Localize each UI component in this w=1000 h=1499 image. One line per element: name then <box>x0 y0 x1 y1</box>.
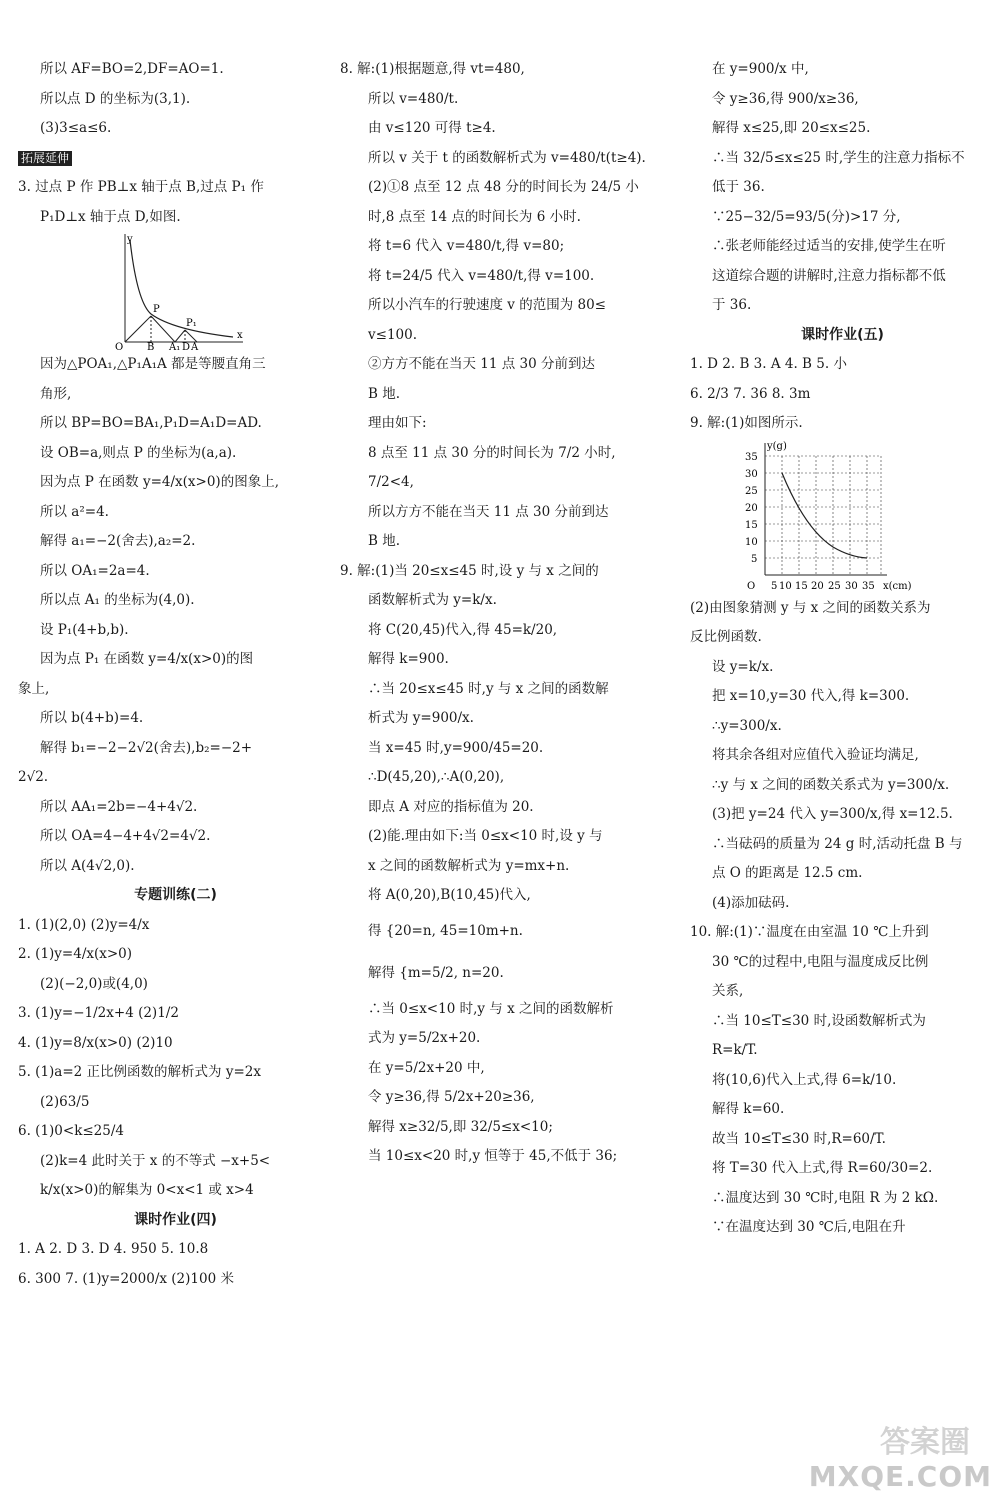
text-line: ∵在温度达到 30 ℃后,电阻在升 <box>712 1219 906 1235</box>
y-tick-label: 15 <box>745 519 758 531</box>
text-line: 解得 a₁=−2(舍去),a₂=2. <box>40 533 196 549</box>
text-line: 因为△POA₁,△P₁A₁A 都是等腰直角三 <box>40 356 266 372</box>
text-line: 将 A(0,20),B(10,45)代入, <box>368 887 531 903</box>
function-graph-figure <box>18 232 333 350</box>
text-line: 解得 k=900. <box>368 651 449 667</box>
watermark-logo: 答案圈 <box>880 1425 970 1460</box>
section-heading: 专题训练(二) <box>134 887 217 903</box>
text-line: 当 x=45 时,y=900/45=20. <box>368 739 544 756</box>
y-tick-label: 10 <box>745 536 758 548</box>
text-line: (2)由图象猜测 y 与 x 之间的函数关系为 <box>690 599 931 616</box>
text-line: 所以 OA₁=2a=4. <box>40 562 150 579</box>
text-line: ∴y=300/x. <box>712 717 782 734</box>
text-line: x 之间的函数解析式为 y=mx+n. <box>368 857 570 874</box>
text-line: ∵25−32/5=93/5(分)>17 分, <box>712 208 901 225</box>
text-line: (2)能.理由如下:当 0≤x<10 时,设 y 与 <box>368 828 603 844</box>
equation-system: 解得 {m=5/2, n=20. <box>368 964 504 981</box>
axis-label-x: x(cm) <box>883 580 912 592</box>
answer-line: 6. 2/3 7. 36 8. 3m <box>690 385 811 402</box>
text-line: 解得 k=60. <box>712 1101 785 1117</box>
text-line: ∴张老师能经过适当的安排,使学生在听 <box>712 238 946 254</box>
text-line: B 地. <box>368 533 401 549</box>
text-line: 30 ℃的过程中,电阻与温度成反比例 <box>712 953 929 970</box>
hyperbola-graph <box>113 232 253 350</box>
answer-line: 1. (1)(2,0) (2)y=4/x <box>18 916 150 933</box>
text-line: 于 36. <box>712 297 752 313</box>
answer-line: 1. A 2. D 3. D 4. 950 5. 10.8 <box>18 1241 209 1257</box>
answer-line: 4. (1)y=8/x(x>0) (2)10 <box>18 1034 173 1051</box>
x-tick-label: 5 <box>771 580 778 592</box>
y-tick-label: 30 <box>745 468 758 480</box>
text-line: 所以 v=480/t. <box>368 90 459 107</box>
text-line: 将 t=6 代入 v=480/t,得 v=80; <box>368 238 565 254</box>
text-line: 所以点 A₁ 的坐标为(4,0). <box>40 592 195 608</box>
answer-line: 1. D 2. B 3. A 4. B 5. 小 <box>690 356 847 372</box>
answer-line: (2)63/5 <box>40 1093 90 1110</box>
text-line: 设 OB=a,则点 P 的坐标为(a,a). <box>40 444 237 461</box>
x-tick-label: 35 <box>862 580 875 592</box>
text-line: ∴温度达到 30 ℃时,电阻 R 为 2 kΩ. <box>712 1189 939 1206</box>
text-line: 所以 BP=BO=BA₁,P₁D=A₁D=AD. <box>40 415 262 431</box>
text-line: 设 P₁(4+b,b). <box>40 621 129 638</box>
text-line: 所以 a²=4. <box>40 503 109 520</box>
answer-line: 6. (1)0<k≤25/4 <box>18 1123 125 1139</box>
section-tag: 拓展延伸 <box>18 151 72 166</box>
text-line: 当 10≤x<20 时,y 恒等于 45,不低于 36; <box>368 1148 618 1164</box>
text-line: 即点 A 对应的指标值为 20. <box>368 798 534 815</box>
text-line: 将 T=30 代入上式,得 R=60/30=2. <box>712 1160 933 1176</box>
axis-label-x: x <box>237 330 243 341</box>
text-line: (3)3≤a≤6. <box>40 120 112 136</box>
text-line: 将(10,6)代入上式,得 6=k/10. <box>712 1071 897 1088</box>
point-label: A₁ <box>169 342 181 350</box>
text-line: 9. 解:(1)当 20≤x≤45 时,设 y 与 x 之间的 <box>340 562 599 579</box>
text-line: v≤100. <box>368 326 417 343</box>
answer-line: k/x(x>0)的解集为 0<x<1 或 x>4 <box>40 1182 254 1198</box>
text-line: 所以 A(4√2,0). <box>40 857 135 874</box>
text-line: 将其余各组对应值代入验证均满足, <box>712 747 919 763</box>
axis-label-y: y <box>127 234 133 245</box>
answer-line: 3. (1)y=−1/2x+4 (2)1/2 <box>18 1005 179 1021</box>
text-line: ②方方不能在当天 11 点 30 分前到达 <box>368 356 596 372</box>
text-line: 解得 x≤25,即 20≤x≤25. <box>712 120 871 136</box>
text-line: 所以 AA₁=2b=−4+4√2. <box>40 798 198 815</box>
x-tick-label: 10 <box>779 580 792 592</box>
answer-line: 6. 300 7. (1)y=2000/x (2)100 米 <box>18 1270 234 1287</box>
text-line: 所以小汽车的行驶速度 v 的范围为 80≤ <box>368 297 606 313</box>
y-tick-label: 35 <box>745 451 758 463</box>
text-line: 所以 b(4+b)=4. <box>40 710 144 726</box>
text-line: 故当 10≤T≤30 时,R=60/T. <box>712 1130 886 1147</box>
text-line: 因为点 P 在函数 y=4/x(x>0)的图象上, <box>40 474 279 490</box>
text-line: 所以 OA=4−4+4√2=4√2. <box>40 828 211 844</box>
text-line: 将 C(20,45)代入,得 45=k/20, <box>368 621 558 638</box>
text-line: 把 x=10,y=30 代入,得 k=300. <box>712 688 910 704</box>
answer-line: 9. 解:(1)如图所示. <box>690 415 803 431</box>
text-line: 令 y≥36,得 900/x≥36, <box>712 90 859 107</box>
text-line: (2)①8 点至 12 点 48 分的时间长为 24/5 小 <box>368 179 639 195</box>
text-line: ∴y 与 x 之间的函数关系式为 y=300/x. <box>712 776 950 793</box>
text-line: B 地. <box>368 385 401 402</box>
text-line: ∴当 20≤x≤45 时,y 与 x 之间的函数解 <box>368 680 609 697</box>
text-line: 8 点至 11 点 30 分的时间长为 7/2 小时, <box>368 444 616 461</box>
text-line: ∴当 0≤x<10 时,y 与 x 之间的函数解析 <box>368 1000 614 1017</box>
text-line: 10. 解:(1)∵温度在由室温 10 ℃上升到 <box>690 924 929 940</box>
point-label: P₁ <box>186 318 197 329</box>
y-tick-label: 25 <box>745 485 758 497</box>
y-tick-label: 20 <box>745 502 758 514</box>
text-line: P₁D⊥x 轴于点 D,如图. <box>40 208 181 225</box>
text-line: 8. 解:(1)根据题意,得 vt=480, <box>340 61 525 77</box>
text-line: 函数解析式为 y=k/x. <box>368 592 497 608</box>
text-line: 时,8 点至 14 点的时间长为 6 小时. <box>368 208 581 225</box>
text-line: 低于 36. <box>712 179 765 195</box>
text-line: 反比例函数. <box>690 629 762 645</box>
origin-label: O <box>115 342 124 350</box>
x-tick-label: 20 <box>811 580 824 592</box>
point-label: D <box>182 342 191 350</box>
section-heading: 课时作业(五) <box>801 326 884 343</box>
text-line: (4)添加砝码. <box>712 894 790 911</box>
text-line: 在 y=5/2x+20 中, <box>368 1059 485 1076</box>
answer-line: 2. (1)y=4/x(x>0) <box>18 946 133 962</box>
text-line: 点 O 的距离是 12.5 cm. <box>712 865 863 881</box>
text-line: 析式为 y=900/x. <box>368 710 474 726</box>
text-line: 角形, <box>40 385 72 402</box>
answer-line: (2)k=4 此时关于 x 的不等式 −x+5< <box>40 1152 271 1169</box>
text-line: ∴当 32/5≤x≤25 时,学生的注意力指标不 <box>712 149 965 166</box>
text-line: 将 t=24/5 代入 v=480/t,得 v=100. <box>368 267 595 284</box>
point-label: P <box>153 304 160 315</box>
inverse-proportion-graph <box>735 439 935 594</box>
grid-graph-figure <box>690 439 995 594</box>
point-label: B <box>147 342 155 350</box>
origin-label: O <box>747 580 756 592</box>
x-tick-label: 25 <box>828 580 841 592</box>
text-line: 3. 过点 P 作 PB⊥x 轴于点 B,过点 P₁ 作 <box>18 179 264 195</box>
text-line: 所以 AF=BO=2,DF=AO=1. <box>40 61 224 77</box>
section-heading: 课时作业(四) <box>134 1211 217 1228</box>
text-line: 关系, <box>712 983 744 999</box>
text-line: ∴D(45,20),∴A(0,20), <box>368 769 505 785</box>
text-line: 理由如下: <box>368 415 427 431</box>
y-tick-label: 5 <box>751 553 758 565</box>
column-right <box>690 55 995 1243</box>
text-line: 7/2<4, <box>368 474 414 490</box>
text-line: 所以点 D 的坐标为(3,1). <box>40 90 191 107</box>
text-line: 解得 x≥32/5,即 32/5≤x<10; <box>368 1118 553 1135</box>
text-line: 在 y=900/x 中, <box>712 61 809 77</box>
text-line: 由 v≤120 可得 t≥4. <box>368 120 496 136</box>
text-line: 设 y=k/x. <box>712 658 774 675</box>
text-line: (3)把 y=24 代入 y=300/x,得 x=12.5. <box>712 806 953 822</box>
column-left <box>18 55 333 1294</box>
text-line: 这道综合题的讲解时,注意力指标都不低 <box>712 267 946 284</box>
text-line: 因为点 P₁ 在函数 y=4/x(x>0)的图 <box>40 651 254 667</box>
text-line: 2√2. <box>18 769 49 785</box>
equation-system: 得 {20=n, 45=10m+n. <box>368 922 523 939</box>
axis-label-y: y(g) <box>767 440 787 452</box>
text-line: ∴当 10≤T≤30 时,设函数解析式为 <box>712 1012 926 1029</box>
text-line: 所以 v 关于 t 的函数解析式为 v=480/t(t≥4). <box>368 149 646 166</box>
text-line: ∴当砝码的质量为 24 g 时,活动托盘 B 与 <box>712 835 963 852</box>
answer-line: 5. (1)a=2 正比例函数的解析式为 y=2x <box>18 1064 261 1080</box>
watermark-url: MXQE.COM <box>808 1460 992 1493</box>
text-line: 所以方方不能在当天 11 点 30 分前到达 <box>368 503 609 520</box>
column-middle <box>340 55 670 1172</box>
point-label: A <box>191 342 199 350</box>
text-line: 象上, <box>18 680 50 697</box>
text-line: 式为 y=5/2x+20. <box>368 1030 481 1046</box>
answer-line: (2)(−2,0)或(4,0) <box>40 975 148 992</box>
text-line: 解得 b₁=−2−2√2(舍去),b₂=−2+ <box>40 739 253 756</box>
text-line: 令 y≥36,得 5/2x+20≥36, <box>368 1089 535 1105</box>
x-tick-label: 30 <box>845 580 858 592</box>
x-tick-label: 15 <box>795 580 808 592</box>
text-line: R=k/T. <box>712 1042 758 1058</box>
